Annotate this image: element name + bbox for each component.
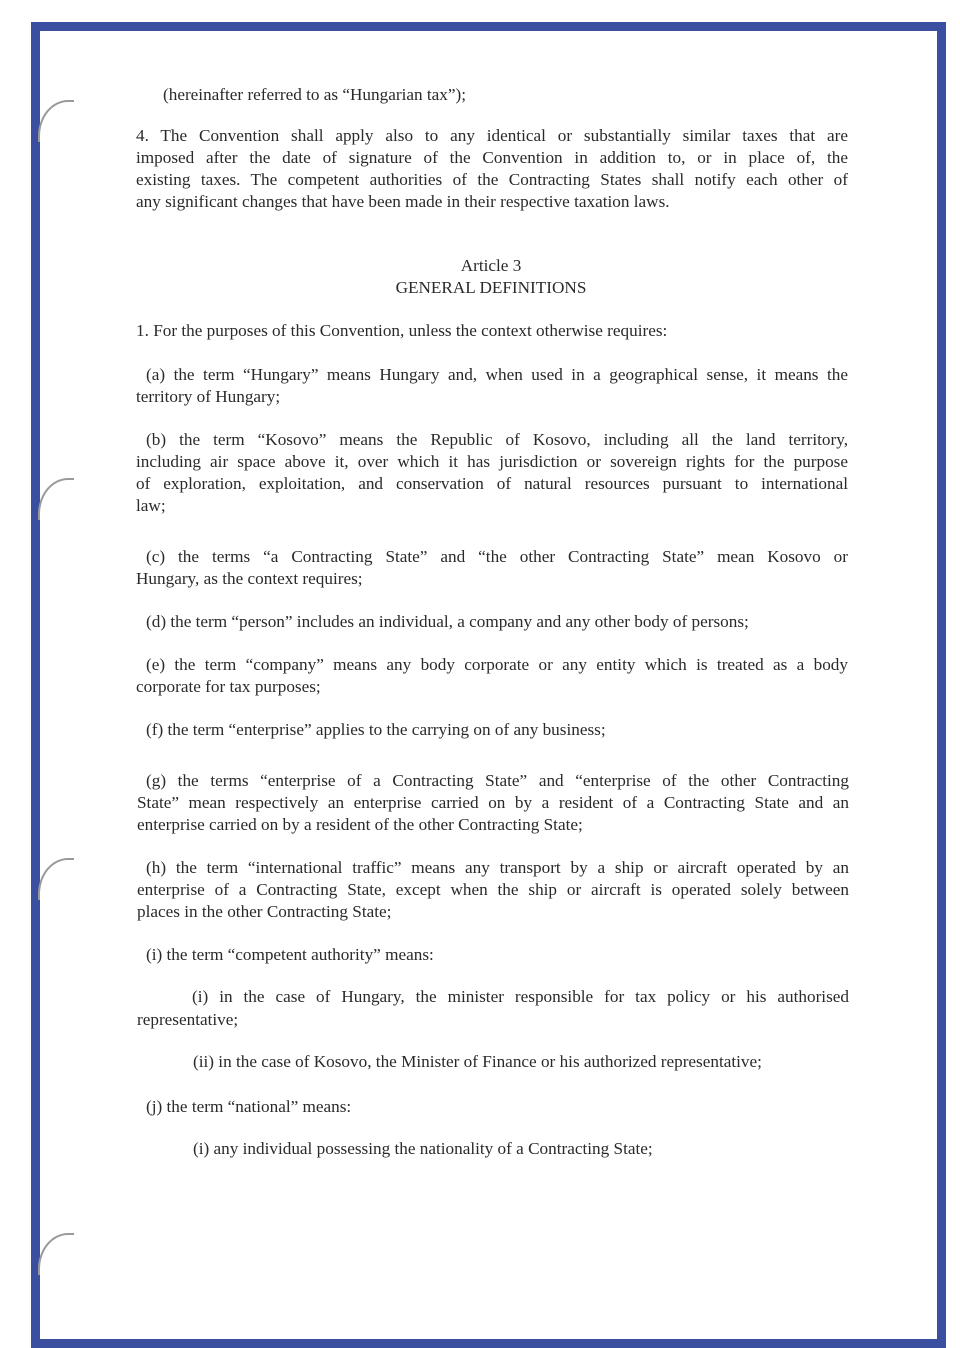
item-h-line-2: enterprise of a Contracting State, except when the ship or aircraft is operated solely between — [137, 880, 849, 899]
item-b-line-4: law; — [136, 496, 166, 515]
para1-line: 1. For the purposes of this Convention, unless the context otherwise requires: — [136, 321, 668, 340]
para4-line-1: 4. The Convention shall apply also to any identical or substantially similar taxes that are — [136, 126, 848, 145]
item-e-line-1: (e) the term “company” means any body corporate or any entity which is treated as a body — [146, 655, 848, 674]
item-c-line-2: Hungary, as the context requires; — [136, 569, 363, 588]
item-e-line-2: corporate for tax purposes; — [136, 677, 321, 696]
item-i-sub2-line: (ii) in the case of Kosovo, the Minister of Finance or his authorized representative; — [193, 1052, 762, 1071]
item-c-line-1: (c) the terms “a Contracting State” and “the other Contracting State” mean Kosovo or — [146, 547, 848, 566]
item-b-line-1: (b) the term “Kosovo” means the Republic of Kosovo, including all the land territory, — [146, 430, 848, 449]
para4-line-3: existing taxes. The competent authorities of the Contracting States shall notify each other of — [136, 170, 848, 189]
para4-line-4: any significant changes that have been made in their respective taxation laws. — [136, 192, 670, 211]
item-a-line-1: (a) the term “Hungary” means Hungary and, when used in a geographical sense, it means the — [146, 365, 848, 384]
item-i-line: (i) the term “competent authority” means: — [146, 945, 434, 964]
article-number: Article 3 — [460, 256, 522, 275]
item-j-line: (j) the term “national” means: — [146, 1097, 352, 1116]
item-g-line-1: (g) the terms “enterprise of a Contracting State” and “enterprise of the other Contracting — [146, 771, 849, 790]
item-i-sub1-line-1: (i) in the case of Hungary, the minister responsible for tax policy or his authorised — [192, 987, 849, 1006]
item-h-line-3: places in the other Contracting State; — [137, 902, 392, 921]
item-g-line-3: enterprise carried on by a resident of the other Contracting State; — [137, 815, 583, 834]
item-i-sub1-line-2: representative; — [137, 1010, 239, 1029]
item-j-sub1-line: (i) any individual possessing the nationality of a Contracting State; — [193, 1139, 653, 1158]
article-title: GENERAL DEFINITIONS — [395, 278, 587, 297]
para4-line-2: imposed after the date of signature of the Convention in addition to, or in place of, the — [136, 148, 848, 167]
item-h-line-1: (h) the term “international traffic” means any transport by a ship or aircraft operated by an — [146, 858, 849, 877]
item-b-line-3: of exploration, exploitation, and conservation of natural resources pursuant to international — [136, 474, 848, 493]
item-b-line-2: including air space above it, over which it has jurisdiction or sovereign rights for the purpose — [136, 452, 848, 471]
item-a-line-2: territory of Hungary; — [136, 387, 281, 406]
intro-line: (hereinafter referred to as “Hungarian tax”); — [163, 85, 466, 104]
item-f-line: (f) the term “enterprise” applies to the carrying on of any business; — [146, 720, 606, 739]
item-g-line-2: State” mean respectively an enterprise carried on by a resident of a Contracting State and an — [137, 793, 849, 812]
item-d-line: (d) the term “person” includes an individual, a company and any other body of persons; — [146, 612, 749, 631]
